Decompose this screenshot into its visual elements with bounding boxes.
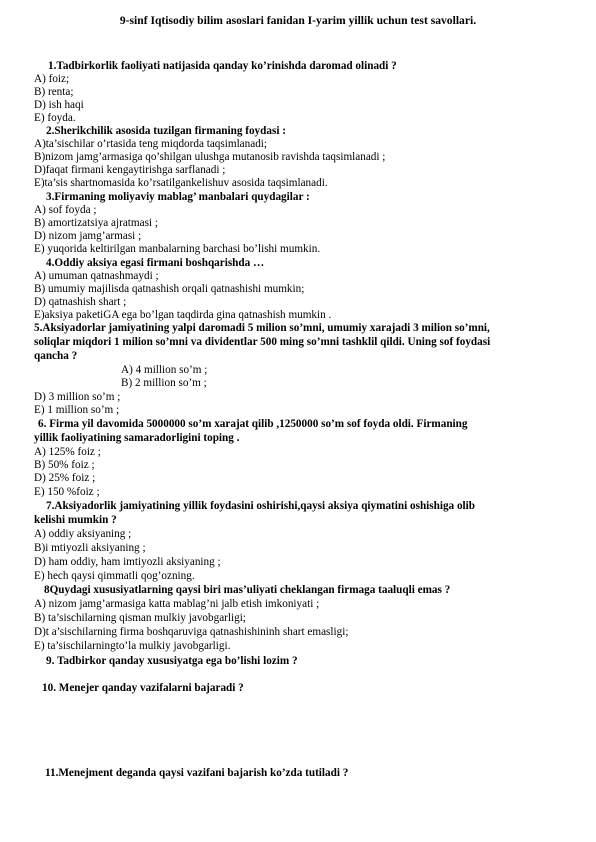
q5-option-e: E) 1 million so’m ; — [34, 404, 120, 416]
q3-option-b: B) amortizatsiya ajratmasi ; — [34, 217, 158, 229]
q8-option-a: A) nizom jamg’armasiga katta mablag’ni jalb etish imkoniyati ; — [34, 598, 320, 610]
question-3: 3.Firmaning moliyaviy mablag’ manbalari quydagilar : — [46, 191, 310, 203]
q1-option-a: A) foiz; — [34, 73, 70, 85]
q4-option-d: D) qatnashish shart ; — [34, 296, 127, 308]
question-5-line-2: soliqlar miqdori 1 milion so’mni va dividentlar 500 ming so’mni tashklil qildi. Uning sof foydasi — [34, 336, 491, 348]
q1-option-b: B) renta; — [34, 86, 74, 98]
question-2: 2.Sherikchilik asosida tuzilgan firmaning foydasi : — [46, 125, 286, 137]
question-9: 9. Tadbirkor qanday xususiyatga ega bo’lishi lozim ? — [46, 655, 298, 667]
q2-option-b: B)nizom jamg’armasiga qo’shilgan ulushga mutanosib ravishda taqsimlanadi ; — [34, 151, 386, 163]
question-7-line-2: kelishi mumkin ? — [34, 514, 117, 526]
q5-option-b: B) 2 million so’m ; — [121, 377, 207, 389]
q3-option-a: A) sof foyda ; — [34, 204, 97, 216]
question-10: 10. Menejer qanday vazifalarni bajaradi ? — [42, 682, 244, 694]
q6-option-e: E) 150 %foiz ; — [34, 486, 100, 498]
q1-option-d: D) ish haqi — [34, 99, 84, 111]
q8-option-e: E) ta’sischilarningto’la mulkiy javobgarligi. — [34, 640, 231, 652]
question-1: 1.Tadbirkorlik faoliyati natijasida qanday ko’rinishda daromad olinadi ? — [48, 60, 397, 72]
page-title: 9-sinf Iqtisodiy bilim asoslari fanidan I-yarim yillik uchun test savollari. — [119, 14, 477, 27]
q2-option-d: D)faqat firmani kengaytirishga sarflanadi ; — [34, 164, 226, 176]
question-5-line-1: 5.Aksiyadorlar jamiyatining yalpi daromadi 5 milion so’mni, umumiy xarajadi 3 milion so’mni, — [34, 322, 490, 334]
q7-option-e: E) hech qaysi qimmatli qog’ozning. — [34, 570, 195, 582]
q4-option-e: E)aksiya paketiGA ega bo’lgan taqdirda gina qatnashish mumkin . — [34, 309, 332, 321]
q7-option-d: D) ham oddiy, ham imtiyozli aksiyaning ; — [34, 556, 221, 568]
question-6-line-2: yillik faoliyatining samaradorligini toping . — [34, 432, 240, 444]
q2-option-a: A)ta’sischilar o’rtasida teng miqdorda taqsimlanadi; — [34, 138, 268, 150]
question-4: 4.Oddiy aksiya egasi firmani boshqarishda … — [46, 257, 265, 269]
q8-option-d: D)t a’sischilarning firma boshqaruviga qatnashishininh shart emasligi; — [34, 626, 349, 638]
q7-option-b: B)i mtiyozli aksiyaning ; — [34, 542, 146, 554]
q4-option-b: B) umumiy majilisda qatnashish orqali qatnashishi mumkin; — [34, 283, 305, 295]
question-7-line-1: 7.Aksiyadorlik jamiyatining yillik foydasini oshirishi,qaysi aksiya qiymatini oshishiga olib — [46, 500, 475, 512]
q6-option-d: D) 25% foiz ; — [34, 472, 96, 484]
question-6-line-1: 6. Firma yil davomida 5000000 so’m xarajat qilib ,1250000 so’m sof foyda oldi. Firmaning — [38, 418, 468, 430]
q1-option-e: E) foyda. — [34, 112, 76, 124]
q8-option-b: B) ta’sischilarning qisman mulkiy javobgarligi; — [34, 612, 246, 624]
q3-option-d: D) nizom jamg’armasi ; — [34, 230, 142, 242]
q6-option-b: B) 50% foiz ; — [34, 459, 95, 471]
question-5-line-3: qancha ? — [34, 350, 78, 362]
q2-option-e: E)ta’sis shartnomasida ko’rsatilgankelishuv asosida taqsimlanadi. — [34, 177, 328, 189]
q5-option-d: D) 3 million so’m ; — [34, 391, 121, 403]
q6-option-a: A) 125% foiz ; — [34, 446, 101, 458]
q4-option-a: A) umuman qatnashmaydi ; — [34, 270, 159, 282]
q7-option-a: A) oddiy aksiyaning ; — [34, 528, 132, 540]
question-11: 11.Menejment deganda qaysi vazifani bajarish ko’zda tutiladi ? — [45, 767, 349, 779]
question-8: 8Quydagi xususiyatlarning qaysi biri mas’uliyati cheklangan firmaga taaluqli emas ? — [44, 584, 451, 596]
q3-option-e: E) yuqorida keltirilgan manbalarning barchasi bo’lishi mumkin. — [34, 243, 321, 255]
q5-option-a: A) 4 million so’m ; — [121, 364, 208, 376]
